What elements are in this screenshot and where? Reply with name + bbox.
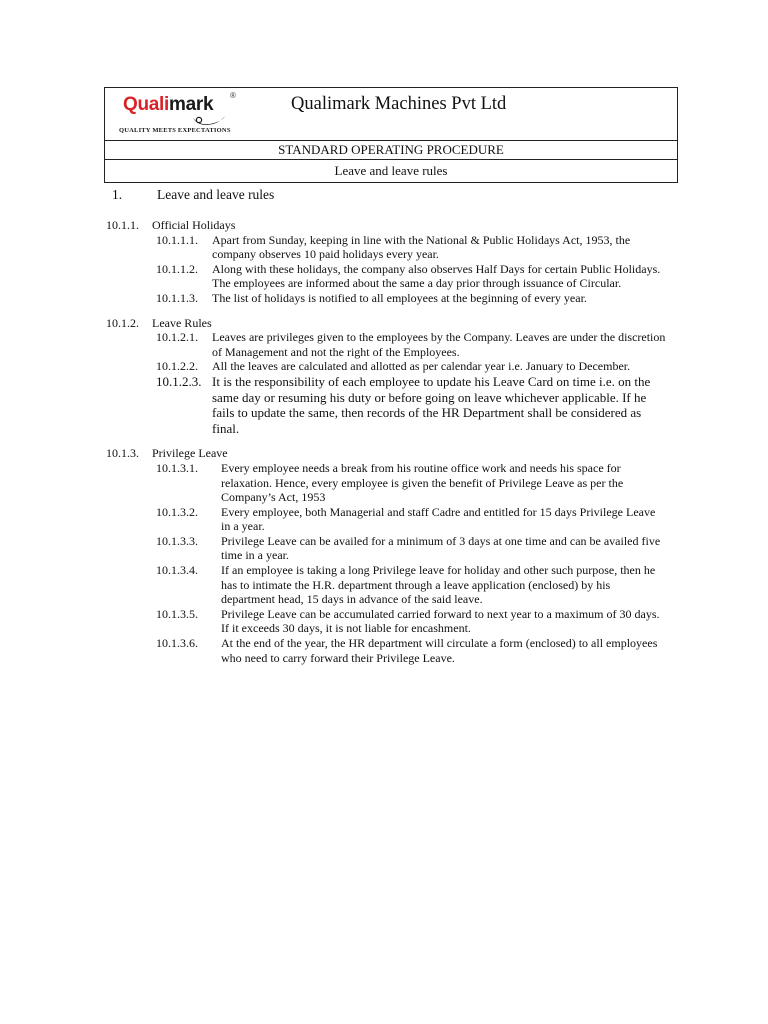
list-item: [106, 461, 666, 505]
document-body: [106, 218, 666, 675]
item-text: Every employee, both Managerial and staff Cadre and entitled for 15 days Privilege Leave in a year.: [221, 504, 656, 534]
list-item: [106, 534, 666, 563]
company-logo: [117, 92, 237, 136]
company-name: Qualimark Machines Pvt Ltd: [291, 94, 507, 114]
header-title-row: [105, 88, 677, 141]
list-item: [106, 291, 666, 306]
subsection-privilege-leave: [106, 446, 666, 665]
list-item: [106, 505, 666, 534]
item-number: 10.1.3.2.: [156, 504, 198, 519]
item-number: 10.1.3.4.: [156, 563, 198, 578]
item-text: All the leaves are calculated and allotted as per calendar year i.e. January to December.: [212, 359, 631, 374]
item-number: 10.1.2.3.: [156, 373, 202, 389]
item-text: Along with these holidays, the company also observes Half Days for certain Public Holidays. The employees are informed about the same a day prior through issuance of Circular.: [212, 261, 661, 291]
registered-mark: ®: [230, 91, 236, 100]
item-number: 10.1.3.1.: [156, 460, 198, 475]
item-number: 10.1.2.2.: [156, 359, 198, 374]
item-text: It is the responsibility of each employee to update his Leave Card on time i.e. on the same day or resuming his duty or before going on leave whichever applicable. If he fails to update the same, then records of the HR Department shall be considered as final.: [212, 373, 651, 436]
item-text: Leaves are privileges given to the employees by the Company. Leaves are under the discretion of Management and not the right of the Employees.: [212, 330, 666, 359]
item-text: Privilege Leave can be availed for a minimum of 3 days at one time and can be availed five time in a year.: [221, 533, 661, 563]
logo-swoosh-icon: [191, 114, 227, 128]
section-title: Leave and leave rules: [157, 187, 275, 202]
item-number: 10.1.1.1.: [156, 232, 198, 247]
logo-wordmark: Qualimark: [123, 94, 214, 115]
subsection-leave-rules: [106, 316, 666, 437]
subsection-official-holidays: [106, 218, 666, 306]
item-text: Every employee needs a break from his routine office work and needs his space for relaxation. Hence, every employee is given the benefit of Privilege Leave as per the Company’s Act, 1953: [221, 460, 624, 505]
list-item: [106, 374, 666, 436]
section-heading: [112, 187, 274, 203]
item-number: 10.1.1.2.: [156, 261, 198, 276]
list-item: [106, 563, 666, 607]
subsection-title: 10.1.2. Leave Rules: [106, 315, 212, 330]
item-text: The list of holidays is notified to all employees at the beginning of every year.: [212, 290, 587, 305]
subsection-title: 10.1.3. Privilege Leave: [106, 446, 228, 461]
item-text: Privilege Leave can be accumulated carried forward to next year to a maximum of 30 days. If it exceeds 30 days, it is not liable for encashment.: [221, 606, 660, 636]
list-item: [106, 233, 666, 262]
section-number: 1.: [112, 187, 123, 202]
item-number: 10.1.3.3.: [156, 533, 198, 548]
item-text: At the end of the year, the HR department will circulate a form (enclosed) to all employees who need to carry forward their Privilege Leave.: [221, 636, 658, 665]
item-number: 10.1.2.1.: [156, 330, 198, 345]
subsection-title: 10.1.1. Official Holidays: [106, 218, 236, 232]
list-item: [106, 607, 666, 636]
logo-tagline: QUALITY MEETS EXPECTATIONS: [119, 127, 231, 134]
doc-subject: Leave and leave rules: [334, 163, 448, 178]
list-item: [106, 262, 666, 291]
item-number: 10.1.3.6.: [156, 636, 198, 651]
list-item: [106, 330, 666, 359]
item-text: Apart from Sunday, keeping in line with the National & Public Holidays Act, 1953, the company observes 10 paid holidays every year.: [212, 232, 631, 262]
list-item: [106, 359, 666, 374]
item-number: 10.1.1.3.: [156, 290, 198, 305]
item-text: If an employee is taking a long Privilege leave for holiday and other such purpose, then he has to intimate the H.R. department through a leave application (enclosed) by his department head, 15 days in advance of the said leave.: [221, 563, 656, 607]
document-header: [104, 87, 678, 183]
list-item: [106, 636, 666, 665]
doc-type: STANDARD OPERATING PROCEDURE: [105, 141, 677, 160]
item-number: 10.1.3.5.: [156, 606, 198, 621]
